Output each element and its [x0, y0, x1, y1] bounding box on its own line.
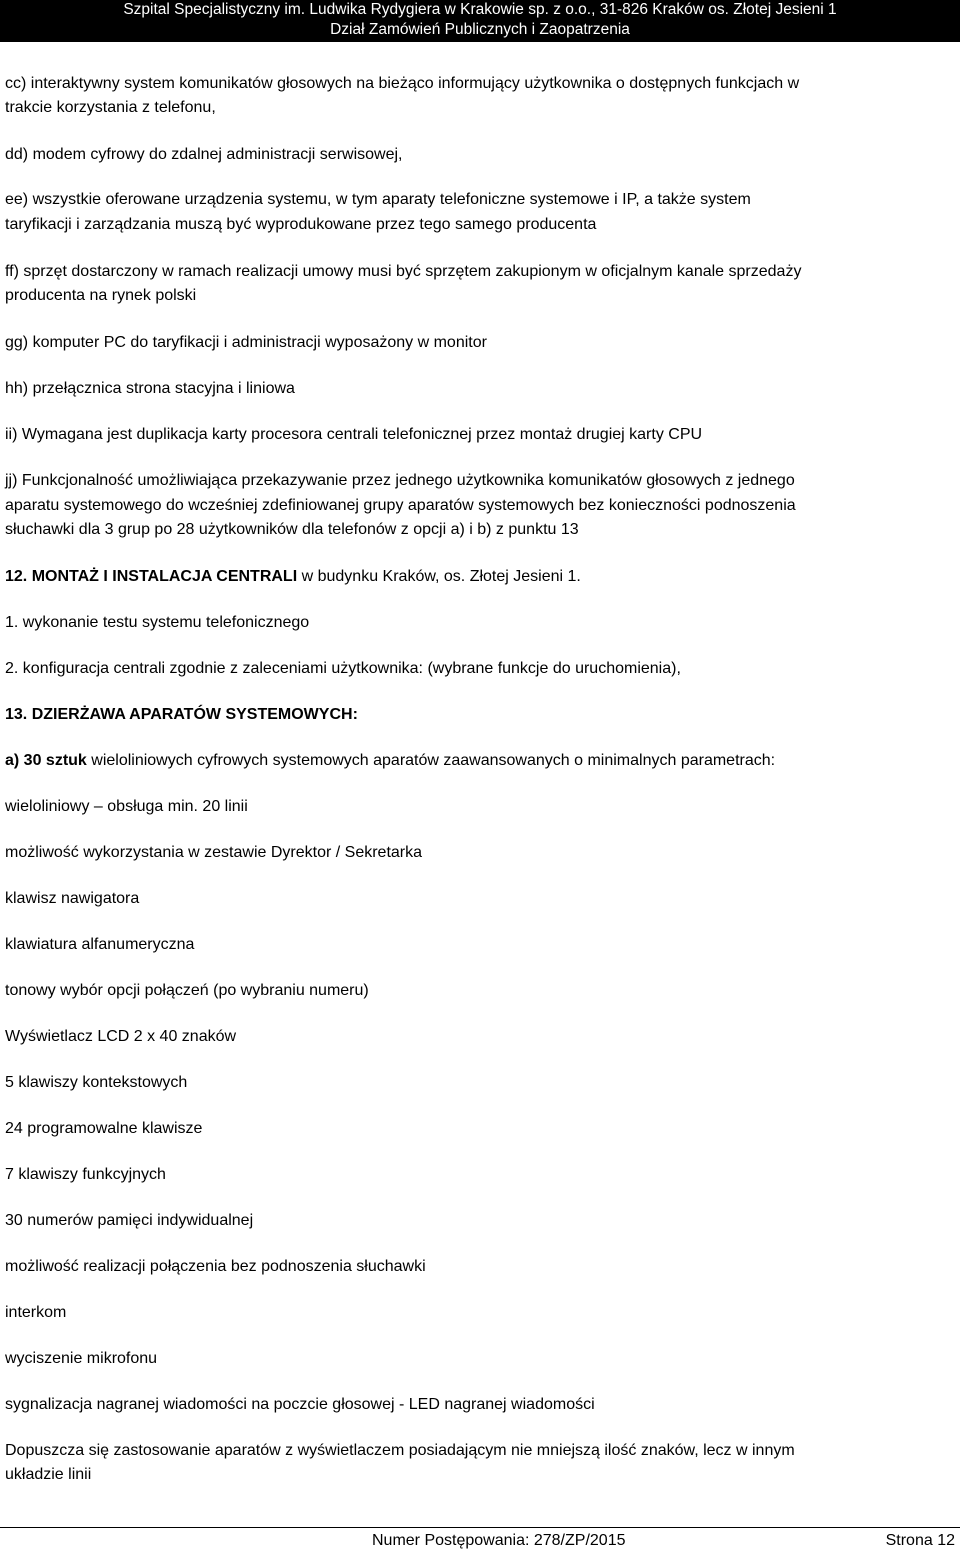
paragraph-final [5, 1439, 957, 1462]
spec-item: możliwość realizacji połączenia bez podnoszenia słuchawki [5, 1258, 426, 1275]
spec-item: Wyświetlacz LCD 2 x 40 znaków [5, 1028, 237, 1045]
item-2: 2. konfiguracja centrali zgodnie z zaleceniami użytkownika: (wybrane funkcje do uruchomienia), [5, 660, 681, 677]
paragraph-ee [5, 188, 957, 211]
paragraph-final-cont: układzie linii [5, 1466, 92, 1483]
header-hospital-name: Szpital Specjalistyczny im. Ludwika Rydygiera w Krakowie sp. z o.o., 31-826 Kraków os. Złotej Jesieni 1 [123, 1, 837, 18]
spec-item: klawisz nawigatora [5, 890, 140, 907]
paragraph-cc [5, 72, 957, 95]
paragraph-ff [5, 260, 957, 283]
paragraph-a [5, 749, 957, 772]
paragraph-ff-cont: producenta na rynek polski [5, 287, 197, 304]
spec-item: 24 programowalne klawisze [5, 1120, 203, 1137]
spec-item: wyciszenie mikrofonu [5, 1350, 158, 1367]
spec-item: interkom [5, 1304, 67, 1321]
ee-line-1: ee) wszystkie oferowane urządzenia systemu, w tym aparaty telefoniczne systemowe i IP, a także system [5, 191, 751, 208]
cc-line-1: cc) interaktywny system komunikatów głosowych na bieżąco informujący użytkownika o dostępnych funkcjach w [5, 75, 800, 92]
paragraph-jj-3: słuchawki dla 3 grup po 28 użytkowników dla telefonów z opcji a) i b) z punktu 13 [5, 521, 579, 538]
spec-item: 5 klawiszy kontekstowych [5, 1074, 188, 1091]
paragraph-jj-2 [5, 494, 957, 517]
spec-item: możliwość wykorzystania w zestawie Dyrektor / Sekretarka [5, 844, 423, 861]
paragraph-jj [5, 469, 957, 492]
section-13-heading: 13. DZIERŻAWA APARATÓW SYSTEMOWYCH: [5, 706, 358, 723]
jj-line-1: jj) Funkcjonalność umożliwiająca przekazywanie przez jednego użytkownika komunikatów głosowych z jednego [5, 472, 795, 489]
paragraph-cc-cont: trakcie korzystania z telefonu, [5, 99, 216, 116]
section-12-title: 12. MONTAŻ I INSTALACJA CENTRALI [5, 568, 298, 585]
a-quantity: a) 30 sztuk [5, 752, 87, 769]
spec-item: wieloliniowy – obsługa min. 20 linii [5, 798, 248, 815]
paragraph-hh: hh) przełącznica strona stacyjna i liniowa [5, 380, 295, 397]
spec-item: klawiatura alfanumeryczna [5, 936, 195, 953]
jj-line-2: aparatu systemowego do wcześniej zdefiniowanej grupy aparatów systemowych bez konieczności podnoszenia [5, 497, 796, 514]
paragraph-ii: ii) Wymagana jest duplikacja karty procesora centrali telefonicznej przez montaż drugiej karty CPU [5, 426, 703, 443]
paragraph-gg: gg) komputer PC do taryfikacji i administracji wyposażony w monitor [5, 334, 487, 351]
item-1: 1. wykonanie testu systemu telefonicznego [5, 614, 310, 631]
footer-procedure-number: Numer Postępowania: 278/ZP/2015 [372, 1532, 626, 1549]
footer-page-number: Strona 12 [885, 1532, 955, 1549]
final-line-1: Dopuszcza się zastosowanie aparatów z wyświetlaczem posiadającym nie mniejszą ilość znaków, lecz w innym [5, 1442, 795, 1459]
footer-divider [0, 1527, 960, 1528]
page-header [0, 0, 960, 42]
paragraph-dd: dd) modem cyfrowy do zdalnej administracji serwisowej, [5, 146, 403, 163]
paragraph-ee-cont: taryfikacji i zarządzania muszą być wyprodukowane przez tego samego producenta [5, 216, 597, 233]
spec-item: tonowy wybór opcji połączeń (po wybraniu numeru) [5, 982, 369, 999]
a-description: wieloliniowych cyfrowych systemowych aparatów zaawansowanych o minimalnych parametrach: [86, 752, 776, 769]
spec-item: sygnalizacja nagranej wiadomości na poczcie głosowej - LED nagranej wiadomości [5, 1396, 595, 1413]
spec-item: 30 numerów pamięci indywidualnej [5, 1212, 254, 1229]
header-department: Dział Zamówień Publicznych i Zaopatrzenia [330, 21, 630, 38]
section-12-heading [5, 565, 957, 588]
section-12-location: w budynku Kraków, os. Złotej Jesieni 1. [297, 568, 581, 585]
ff-line-1: ff) sprzęt dostarczony w ramach realizacji umowy musi być sprzętem zakupionym w oficjalnym kanale sprzedaży [5, 263, 802, 280]
spec-item: 7 klawiszy funkcyjnych [5, 1166, 166, 1183]
